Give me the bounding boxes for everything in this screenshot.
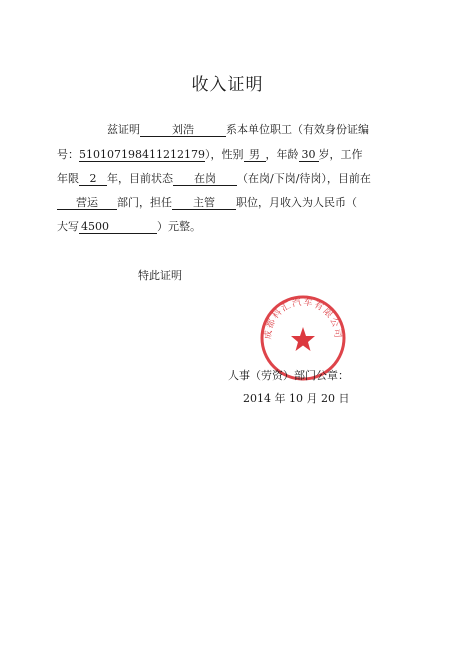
label-id: 号：: [57, 148, 79, 161]
label-employee: 系本单位职工（有效身份证编: [226, 123, 369, 136]
amount-field: 4500: [79, 221, 157, 234]
label-yuan: ）元整。: [157, 220, 201, 233]
label-status-options: （在岗/下岗/待岗），目前在: [237, 172, 371, 185]
date-text: 2014 年 10 月 20 日: [243, 392, 350, 405]
paragraph-line-3: [57, 172, 371, 186]
label-salary: 职位，月收入为人民币（: [236, 196, 357, 209]
label-capital: 大写: [57, 220, 79, 233]
paragraph-line-4: [57, 196, 357, 210]
label-department: 部门，担任: [117, 196, 172, 209]
paragraph-line-1: [107, 123, 369, 137]
page-title: 收入证明: [191, 75, 264, 95]
status-field: 在岗: [173, 173, 237, 186]
paragraph-line-5: [57, 220, 201, 234]
label-gender: ），性别: [205, 148, 244, 161]
gender-field: 男: [244, 149, 266, 162]
label-work: 岁，工作: [318, 148, 363, 161]
label-years: 年限: [57, 172, 79, 185]
label-certify: 兹证明: [107, 123, 140, 136]
seal-text: 成都科汇汽车有限公司: [263, 297, 343, 340]
star-icon: [291, 327, 315, 351]
label-status: 年，目前状态: [107, 172, 173, 185]
label-age: ，年龄: [265, 148, 299, 161]
paragraph-line-2: [57, 148, 363, 162]
signature-label: 人事（劳资）部门公章：: [228, 369, 349, 382]
id-number-field: 510107198411212179: [79, 148, 205, 161]
age-field: 30: [299, 149, 319, 162]
name-field: 刘浩: [140, 124, 226, 137]
department-field: 营运: [57, 197, 117, 210]
closing-text: 特此证明: [138, 269, 182, 282]
position-field: 主管: [172, 197, 236, 210]
years-field: 2: [79, 173, 107, 186]
